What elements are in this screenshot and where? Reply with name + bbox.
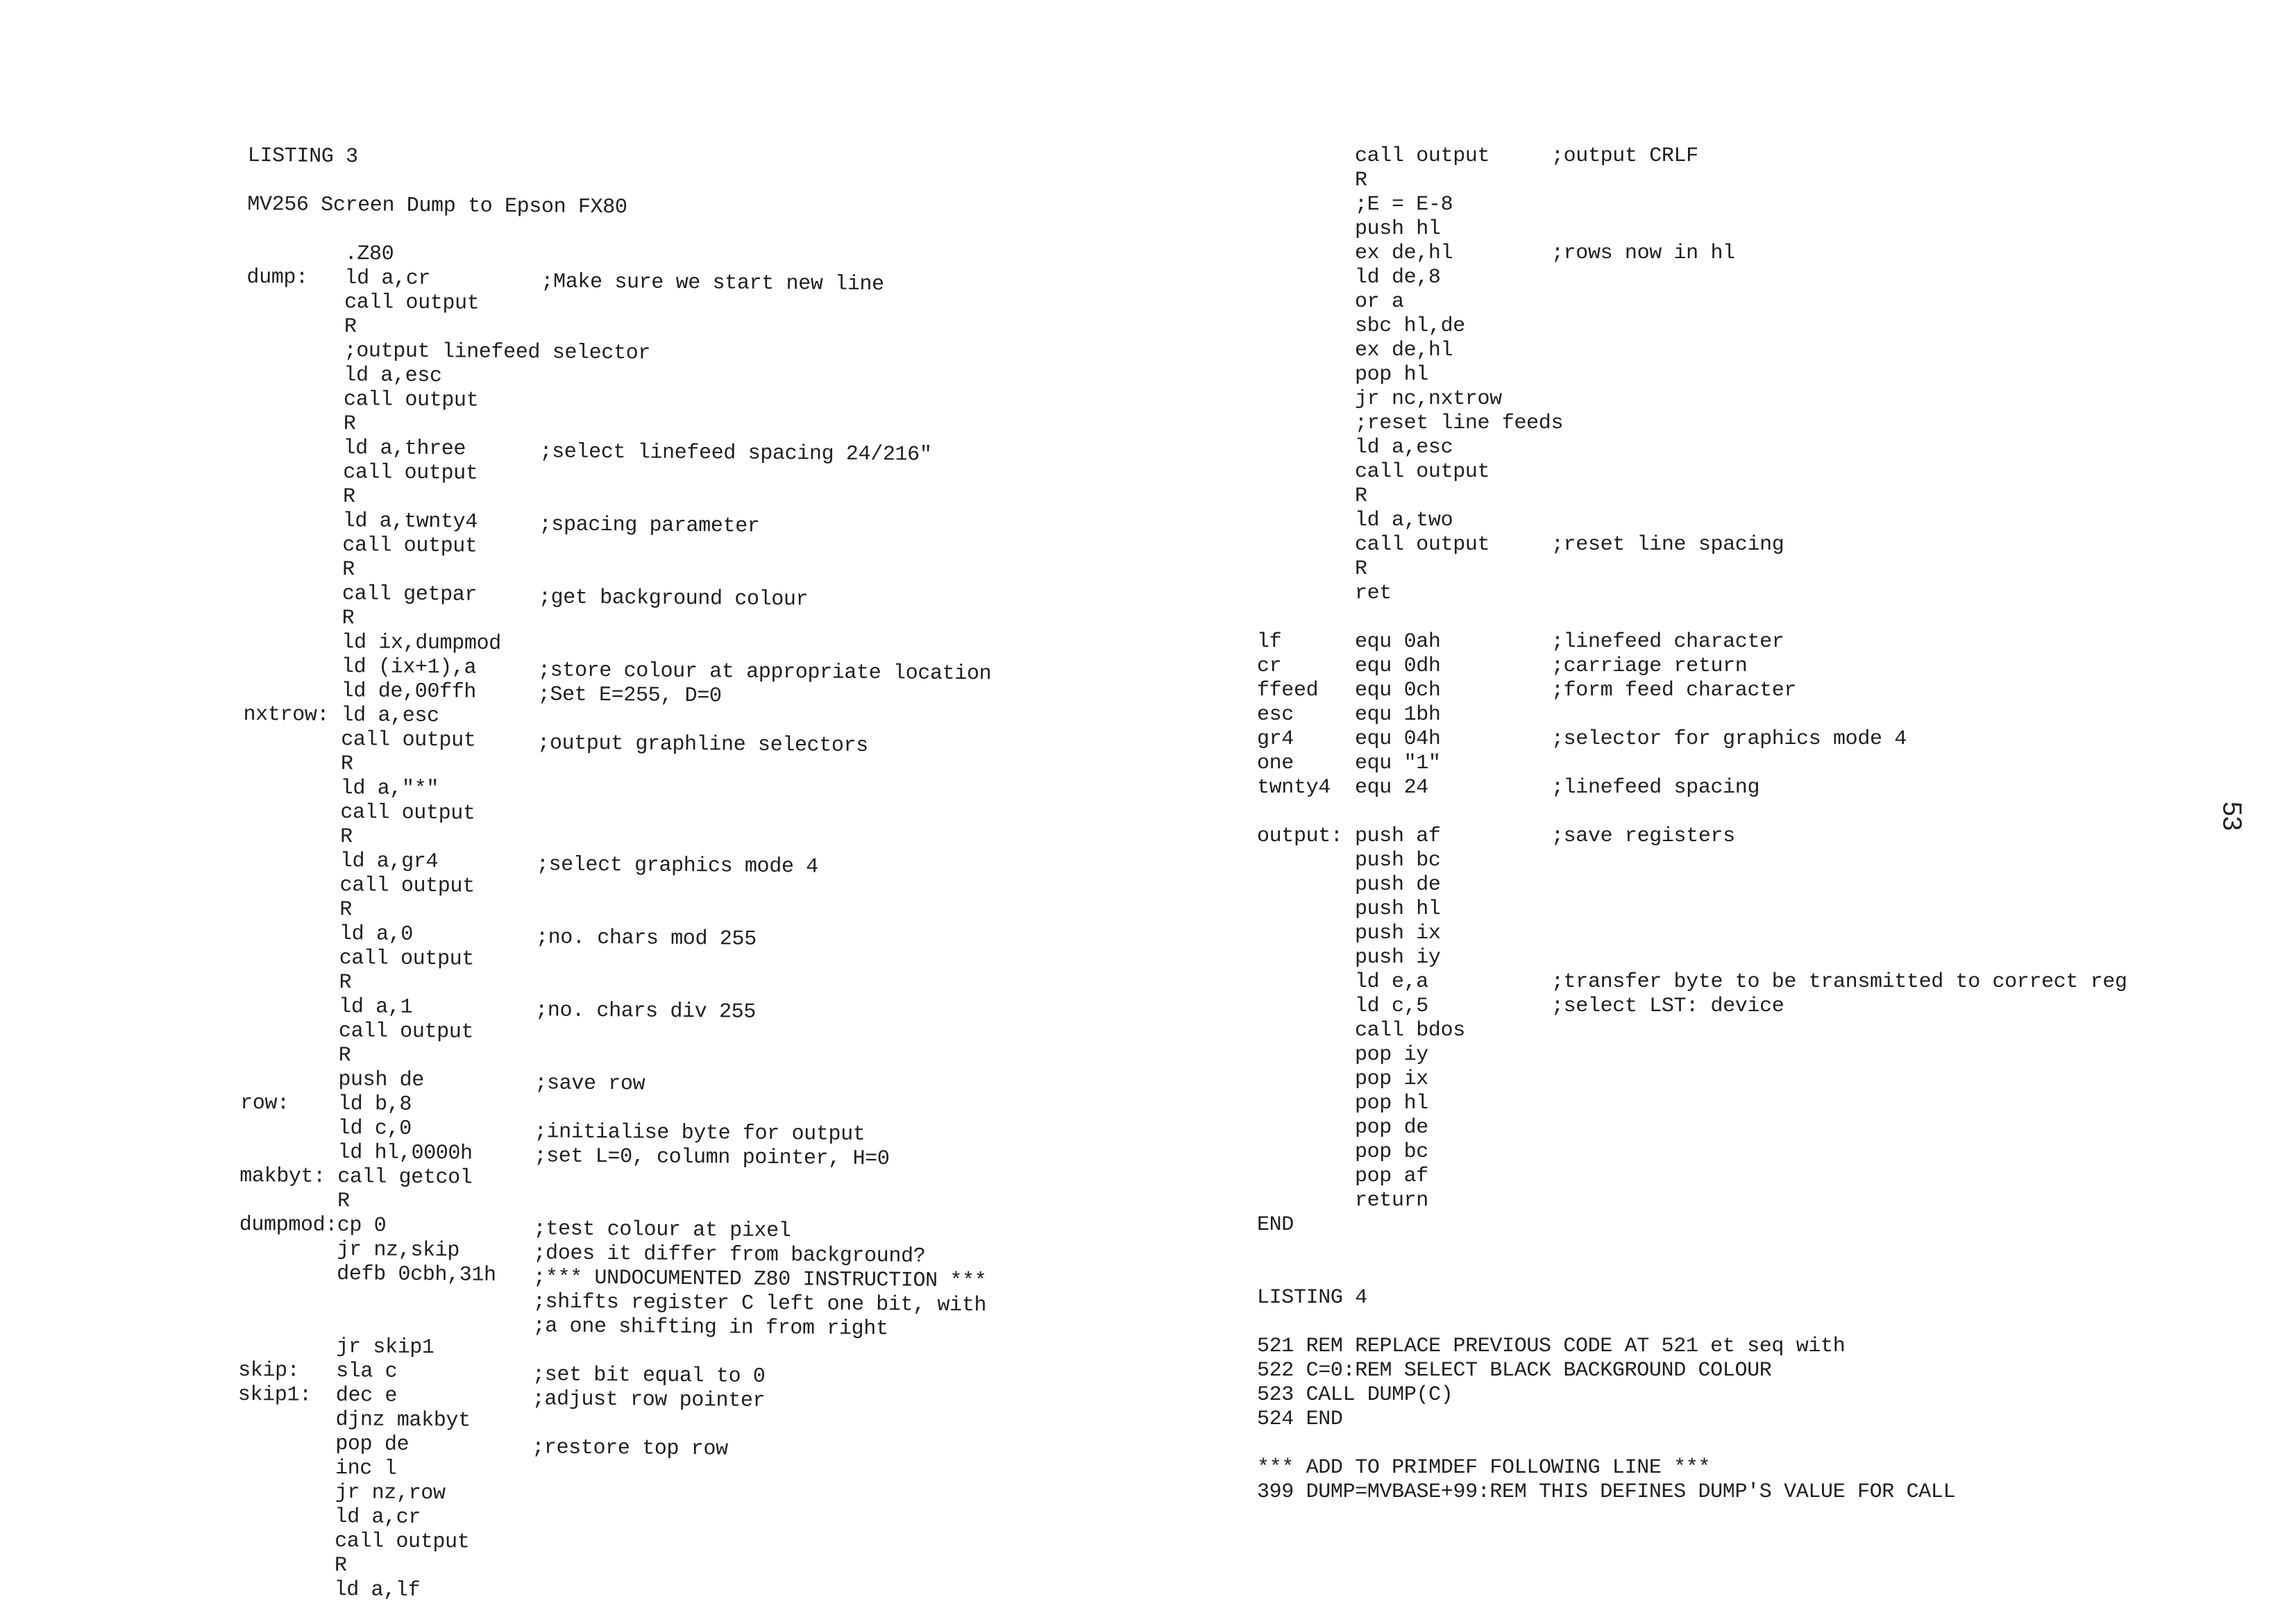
listing-4-heading: LISTING 4 (1257, 1286, 1367, 1310)
code-statement: R (1355, 169, 1367, 192)
code-statement: call output (1355, 144, 1490, 168)
code-line (1257, 1043, 2263, 1067)
code-line (1257, 752, 2263, 776)
code-statement: ret (1355, 582, 1392, 605)
code-comment: ;save row (534, 1072, 645, 1097)
code-statement: push de (338, 1068, 425, 1093)
code-label: makbyt: (239, 1164, 326, 1189)
code-statement: ;reset line feeds (1355, 412, 1564, 435)
code-statement: sla c (335, 1360, 398, 1384)
code-statement: pop iy (1355, 1043, 1428, 1067)
code-statement: call output (1355, 533, 1490, 557)
code-statement: pop de (335, 1432, 410, 1457)
code-statement: push af (1355, 824, 1441, 848)
code-comment: ;linefeed spacing (1551, 776, 1760, 800)
code-line (1257, 703, 2263, 727)
code-statement: jr nz,skip (337, 1238, 460, 1263)
code-line (1257, 1092, 2263, 1116)
code-statement: ld a,two (1355, 509, 1453, 532)
right-column (1257, 144, 2263, 1602)
code-comment: ;selector for graphics mode 4 (1551, 727, 1907, 751)
code-statement: ld a,gr4 (339, 849, 439, 874)
code-statement: ld a,cr (335, 1505, 421, 1530)
code-line (1257, 363, 2263, 387)
code-line (1257, 557, 2263, 582)
code-statement: equ "1" (1355, 752, 1441, 775)
code-statement: djnz makbyt (335, 1408, 471, 1433)
end-directive: END (1257, 1213, 1294, 1237)
code-statement: ld de,00ffh (341, 679, 477, 704)
code-comment: ;Set E=255, D=0 (537, 683, 722, 709)
code-statement: jr nz,row (335, 1481, 446, 1506)
code-statement: call output (339, 947, 475, 972)
code-line (1257, 897, 2263, 922)
code-statement: ld c,0 (337, 1117, 412, 1141)
code-line (1257, 460, 2263, 484)
code-comment: ;carriage return (1551, 654, 1748, 678)
code-line (1257, 169, 2263, 193)
code-line (1257, 727, 2263, 752)
code-comment: ;shifts register C left one bit, with (532, 1290, 987, 1318)
basic-line: 521 REM REPLACE PREVIOUS CODE AT 521 et seq with (1257, 1335, 1846, 1358)
code-comment: ;select linefeed spacing 24/216" (539, 440, 932, 467)
code-label: lf (1257, 630, 1282, 654)
code-line (1257, 412, 2263, 436)
code-statement: pop bc (1355, 1140, 1428, 1164)
code-comment: ;linefeed character (1551, 630, 1784, 654)
code-line (1257, 824, 2263, 849)
code-comment: ;output graphline selectors (537, 731, 868, 759)
code-statement: ld a,esc (341, 704, 439, 729)
equates (1257, 630, 2263, 800)
code-line (1257, 266, 2263, 290)
code-statement: R (344, 315, 357, 339)
code-line (1257, 1067, 2263, 1092)
code-label: cr (1257, 654, 1282, 678)
code-statement: inc l (335, 1457, 397, 1481)
code-comment: ;save registers (1551, 824, 1735, 848)
code-comment: ;no. chars div 255 (535, 999, 757, 1024)
code-line (1257, 995, 2263, 1019)
code-comment: ;*** UNDOCUMENTED Z80 INSTRUCTION *** (533, 1266, 987, 1294)
code-statement: equ 0ch (1355, 679, 1441, 702)
code-comment: ;reset line spacing (1551, 533, 1784, 557)
code-statement: .Z80 (344, 242, 394, 267)
code-label: gr4 (1257, 727, 1294, 751)
code-line (1257, 242, 2263, 266)
code-statement: R (339, 898, 353, 922)
left-column (237, 144, 1150, 1609)
code-comment: ;form feed character (1551, 679, 1797, 702)
basic-line: 523 CALL DUMP(C) (1257, 1383, 1453, 1407)
code-statement: ex de,hl (1355, 339, 1453, 362)
code-line (1257, 533, 2263, 557)
code-statement: ld e,a (1355, 970, 1428, 994)
code-statement: cp 0 (337, 1214, 387, 1238)
code-comment: ;no. chars mod 255 (535, 926, 757, 951)
listing-3-title: MV256 Screen Dump to Epson FX80 (247, 192, 627, 220)
code-line (1257, 922, 2263, 946)
code-statement: R (338, 1044, 351, 1068)
code-statement: equ 1bh (1355, 703, 1441, 727)
code-line (1257, 873, 2263, 897)
code-line (1257, 630, 2263, 654)
code-statement: R (340, 752, 353, 777)
code-line (1257, 1165, 2263, 1189)
code-line (1257, 436, 2263, 460)
code-statement: R (342, 485, 355, 509)
code-comment: ;spacing parameter (539, 513, 760, 539)
code-statement: R (340, 825, 353, 849)
code-label: skip: (237, 1358, 300, 1383)
code-statement: R (334, 1554, 347, 1578)
code-statement: pop de (1355, 1116, 1428, 1140)
dump-routine-continued (1257, 144, 2263, 606)
code-line (1257, 217, 2263, 242)
code-label: dumpmod: (239, 1212, 338, 1238)
code-statement: ex de,hl (1355, 242, 1453, 265)
code-comment: ;transfer byte to be transmitted to correct reg (1551, 970, 2127, 994)
code-comment: ;restore top row (532, 1436, 728, 1462)
code-statement: dec e (335, 1384, 398, 1408)
code-statement: push iy (1355, 946, 1441, 970)
code-statement: pop hl (1355, 363, 1428, 387)
code-statement: call output (342, 534, 478, 559)
code-line (1257, 339, 2263, 363)
code-statement: R (341, 607, 355, 631)
code-line (1257, 484, 2263, 509)
code-statement: or a (1355, 290, 1404, 314)
code-line (1257, 387, 2263, 412)
code-statement: call output (344, 291, 480, 316)
code-statement: equ 04h (1355, 727, 1441, 751)
code-statement: ld a,twnty4 (342, 509, 478, 534)
code-statement: call output (340, 801, 475, 826)
code-label: ffeed (1257, 679, 1319, 702)
code-statement: call getcol (337, 1165, 473, 1190)
code-comment: ;initialise byte for output (534, 1120, 866, 1147)
code-statement: R (342, 558, 355, 582)
code-line (1257, 509, 2263, 533)
page-number: 53 (2217, 801, 2247, 831)
code-comment: ;Make sure we start new line (541, 270, 884, 297)
code-statement: push hl (1355, 217, 1441, 241)
code-line (1257, 849, 2263, 873)
code-comment: ;get background colour (538, 586, 809, 612)
code-line (1257, 654, 2263, 679)
code-label: esc (1257, 703, 1294, 727)
code-line (1257, 946, 2263, 970)
primdef-note: *** ADD TO PRIMDEF FOLLOWING LINE *** (1257, 1456, 1711, 1480)
code-statement: call getpar (341, 582, 478, 607)
code-statement: ld a,lf (334, 1578, 421, 1603)
code-line (1257, 1116, 2263, 1140)
code-line (1257, 1189, 2263, 1213)
code-statement: equ 0dh (1355, 654, 1441, 678)
code-statement: push bc (1355, 849, 1441, 872)
code-comment: ;rows now in hl (1551, 242, 1735, 265)
code-statement: R (1355, 557, 1367, 581)
code-statement: R (337, 1190, 350, 1214)
code-statement: pop af (1355, 1165, 1428, 1188)
code-line (1257, 776, 2263, 800)
code-statement: ld a,cr (344, 267, 431, 291)
code-line (1257, 144, 2263, 169)
code-line (1257, 193, 2263, 217)
code-label: one (1257, 752, 1294, 775)
code-statement: push ix (1355, 922, 1441, 945)
code-statement: jr skip1 (336, 1335, 434, 1360)
code-statement: pop ix (1355, 1067, 1428, 1091)
code-line (1257, 582, 2263, 606)
code-statement: jr nc,nxtrow (1355, 387, 1502, 411)
code-statement: call output (339, 874, 475, 899)
code-comment: ;set bit equal to 0 (532, 1363, 766, 1389)
code-comment: ;output CRLF (1551, 144, 1698, 168)
code-label: nxtrow: (243, 702, 330, 727)
code-statement: R (1355, 484, 1367, 508)
primdef-line: 399 DUMP=MVBASE+99:REM THIS DEFINES DUMP'S VALUE FOR CALL (1257, 1480, 1956, 1504)
code-statement: push hl (1355, 897, 1441, 921)
code-statement: R (339, 971, 352, 995)
code-statement: equ 0ah (1355, 630, 1441, 654)
code-statement: ld de,8 (1355, 266, 1441, 289)
code-statement: call bdos (1355, 1019, 1465, 1042)
code-line (1257, 314, 2263, 339)
code-line (1257, 290, 2263, 314)
code-comment: ;select graphics mode 4 (536, 853, 819, 879)
code-line (1257, 970, 2263, 995)
code-statement: ld a,"*" (340, 777, 439, 802)
code-statement: pop hl (1355, 1092, 1428, 1115)
code-comment: ;a one shifting in from right (532, 1314, 888, 1342)
code-statement: sbc hl,de (1355, 314, 1465, 338)
basic-line: 524 END (1257, 1407, 1343, 1431)
code-line (1257, 1019, 2263, 1043)
code-statement: ld b,8 (338, 1092, 412, 1117)
basic-listing (1257, 1335, 2263, 1432)
code-statement: call output (338, 1020, 474, 1044)
code-statement: ld a,esc (344, 364, 442, 389)
code-statement: push de (1355, 873, 1441, 897)
code-line (1257, 1140, 2263, 1165)
code-statement: equ 24 (1355, 776, 1428, 800)
code-statement: ld ix,dumpmod (341, 631, 501, 656)
code-statement: call output (343, 461, 478, 486)
code-statement: call output (341, 728, 476, 753)
dump-routine (237, 242, 1149, 1609)
code-statement: R (343, 412, 356, 437)
code-statement: defb 0cbh,31h (337, 1262, 496, 1287)
code-comment: ;select LST: device (1551, 995, 1784, 1018)
code-statement: call output (343, 388, 479, 413)
output-routine (1257, 824, 2263, 1213)
code-statement: ld hl,0000h (337, 1141, 473, 1166)
code-statement: ld a,three (343, 437, 466, 462)
code-label: output: (1257, 824, 1343, 848)
code-comment: ;set L=0, column pointer, H=0 (534, 1144, 890, 1172)
code-statement: ;output linefeed selector (344, 339, 651, 366)
code-statement: ld a,0 (339, 922, 414, 947)
code-statement: ld a,esc (1355, 436, 1453, 459)
listing-3-heading: LISTING 3 (247, 144, 358, 169)
code-label: dump: (246, 265, 308, 290)
code-statement: return (1355, 1189, 1428, 1212)
code-statement: ;E = E-8 (1355, 193, 1453, 217)
code-statement: ld c,5 (1355, 995, 1428, 1018)
code-comment: ;test colour at pixel (533, 1217, 791, 1244)
code-statement: ld a,1 (339, 995, 413, 1020)
code-statement: call output (335, 1530, 470, 1555)
code-comment: ;store colour at appropriate location (537, 659, 992, 686)
code-statement: call output (1355, 460, 1490, 484)
code-statement: ld (ix+1),a (341, 655, 477, 680)
code-label: skip1: (237, 1382, 312, 1407)
code-comment: ;does it differ from background? (533, 1242, 926, 1269)
basic-line: 522 C=0:REM SELECT BLACK BACKGROUND COLOUR (1257, 1359, 1772, 1382)
code-label: twnty4 (1257, 776, 1331, 800)
code-label: row: (240, 1091, 289, 1116)
code-line (1257, 679, 2263, 703)
code-comment: ;adjust row pointer (532, 1387, 766, 1413)
